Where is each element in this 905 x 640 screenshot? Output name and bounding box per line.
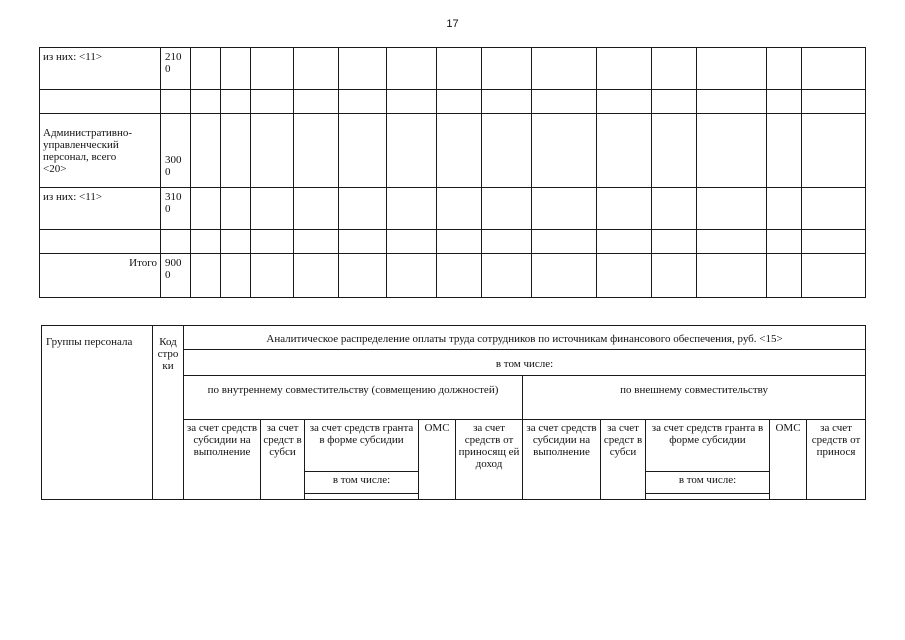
empty-cell — [387, 230, 437, 254]
table-row — [40, 230, 866, 254]
code-header: Код стро ки — [153, 326, 184, 500]
empty-cell — [437, 230, 482, 254]
empty-cell — [767, 230, 802, 254]
col-in-that: в том числе: — [305, 472, 419, 494]
empty-cell — [597, 114, 652, 188]
row-label: из них: <11> — [40, 188, 161, 230]
empty-cell — [532, 230, 597, 254]
empty-cell — [251, 90, 294, 114]
empty-cell — [339, 254, 387, 298]
empty-cell — [221, 48, 251, 90]
empty-cell — [532, 114, 597, 188]
staff-table-continued — [39, 47, 866, 298]
empty-cell — [191, 114, 221, 188]
empty-cell — [437, 254, 482, 298]
grant-subcell-2 — [646, 494, 770, 500]
row-label — [40, 230, 161, 254]
empty-cell — [532, 188, 597, 230]
empty-cell — [294, 90, 339, 114]
empty-cell — [802, 90, 866, 114]
empty-cell — [482, 188, 532, 230]
empty-cell — [339, 48, 387, 90]
row-code — [161, 90, 191, 114]
empty-cell — [251, 254, 294, 298]
empty-cell — [767, 188, 802, 230]
empty-cell — [221, 90, 251, 114]
empty-cell — [597, 254, 652, 298]
empty-cell — [251, 48, 294, 90]
empty-cell — [652, 188, 697, 230]
empty-cell — [767, 90, 802, 114]
empty-cell — [697, 188, 767, 230]
empty-cell — [294, 188, 339, 230]
col-subsidy-exec-2: за счет средств субсидии на выполнение — [523, 420, 601, 500]
table-row — [40, 90, 866, 114]
row-code: 900 0 — [161, 254, 191, 298]
empty-cell — [437, 48, 482, 90]
table-row — [40, 48, 866, 90]
empty-cell — [387, 188, 437, 230]
empty-cell — [387, 48, 437, 90]
empty-cell — [482, 230, 532, 254]
empty-cell — [191, 254, 221, 298]
empty-cell — [652, 114, 697, 188]
empty-cell — [532, 48, 597, 90]
col-subsidy-short-2: за счет средст в субси — [601, 420, 646, 500]
col-oms-2: ОМС — [770, 420, 807, 500]
row-code: 300 0 — [161, 114, 191, 188]
empty-cell — [767, 254, 802, 298]
col-oms: ОМС — [419, 420, 456, 500]
empty-cell — [532, 90, 597, 114]
row-label: Итого — [40, 254, 161, 298]
empty-cell — [339, 90, 387, 114]
empty-cell — [597, 230, 652, 254]
col-subsidy-exec: за счет средств субсидии на выполнение — [184, 420, 261, 500]
empty-cell — [191, 230, 221, 254]
empty-cell — [802, 254, 866, 298]
table-row — [40, 114, 866, 188]
empty-cell — [482, 254, 532, 298]
empty-cell — [387, 90, 437, 114]
col-grant-2: за счет средств гранта в форме субсидии — [646, 420, 770, 472]
col-income-2: за счет средств от принося — [807, 420, 866, 500]
empty-cell — [697, 48, 767, 90]
empty-cell — [597, 48, 652, 90]
row-code: 310 0 — [161, 188, 191, 230]
empty-cell — [802, 230, 866, 254]
empty-cell — [767, 114, 802, 188]
row-code — [161, 230, 191, 254]
empty-cell — [437, 114, 482, 188]
empty-cell — [482, 48, 532, 90]
empty-cell — [652, 48, 697, 90]
empty-cell — [482, 90, 532, 114]
empty-cell — [652, 254, 697, 298]
empty-cell — [437, 188, 482, 230]
table-row — [40, 188, 866, 230]
empty-cell — [221, 254, 251, 298]
empty-cell — [294, 114, 339, 188]
empty-cell — [437, 90, 482, 114]
empty-cell — [597, 188, 652, 230]
row-label — [40, 90, 161, 114]
empty-cell — [191, 48, 221, 90]
empty-cell — [387, 114, 437, 188]
internal-header: по внутреннему совместительству (совмещению должностей) — [184, 376, 523, 420]
empty-cell — [221, 230, 251, 254]
row-label: Административно- управленческий персонал, всего <20> — [40, 114, 161, 188]
empty-cell — [339, 230, 387, 254]
empty-cell — [339, 114, 387, 188]
empty-cell — [697, 230, 767, 254]
empty-cell — [251, 230, 294, 254]
groups-header: Группы персонала — [42, 326, 153, 500]
empty-cell — [482, 114, 532, 188]
col-income: за счет средств от приносящ ей доход — [456, 420, 523, 500]
empty-cell — [652, 230, 697, 254]
empty-cell — [191, 90, 221, 114]
col-in-that-2: в том числе: — [646, 472, 770, 494]
empty-cell — [294, 230, 339, 254]
external-header: по внешнему совместительству — [523, 376, 866, 420]
empty-cell — [387, 254, 437, 298]
col-subsidy-short: за счет средст в субси — [261, 420, 305, 500]
empty-cell — [251, 188, 294, 230]
empty-cell — [597, 90, 652, 114]
table-row — [40, 254, 866, 298]
empty-cell — [532, 254, 597, 298]
row-code: 210 0 — [161, 48, 191, 90]
col-grant: за счет средств гранта в форме субсидии — [305, 420, 419, 472]
row-label: из них: <11> — [40, 48, 161, 90]
salary-distribution-header-table — [41, 325, 866, 500]
including-header: в том числе: — [184, 350, 866, 376]
empty-cell — [802, 188, 866, 230]
empty-cell — [251, 114, 294, 188]
empty-cell — [802, 48, 866, 90]
empty-cell — [221, 114, 251, 188]
empty-cell — [294, 48, 339, 90]
empty-cell — [191, 188, 221, 230]
empty-cell — [652, 90, 697, 114]
empty-cell — [802, 114, 866, 188]
empty-cell — [767, 48, 802, 90]
page-number: 17 — [446, 18, 459, 30]
empty-cell — [294, 254, 339, 298]
empty-cell — [697, 114, 767, 188]
empty-cell — [339, 188, 387, 230]
main-header: Аналитическое распределение оплаты труда сотрудников по источникам финансового обеспечения, руб. <15> — [184, 326, 866, 350]
empty-cell — [221, 188, 251, 230]
grant-subcell — [305, 494, 419, 500]
empty-cell — [697, 254, 767, 298]
empty-cell — [697, 90, 767, 114]
